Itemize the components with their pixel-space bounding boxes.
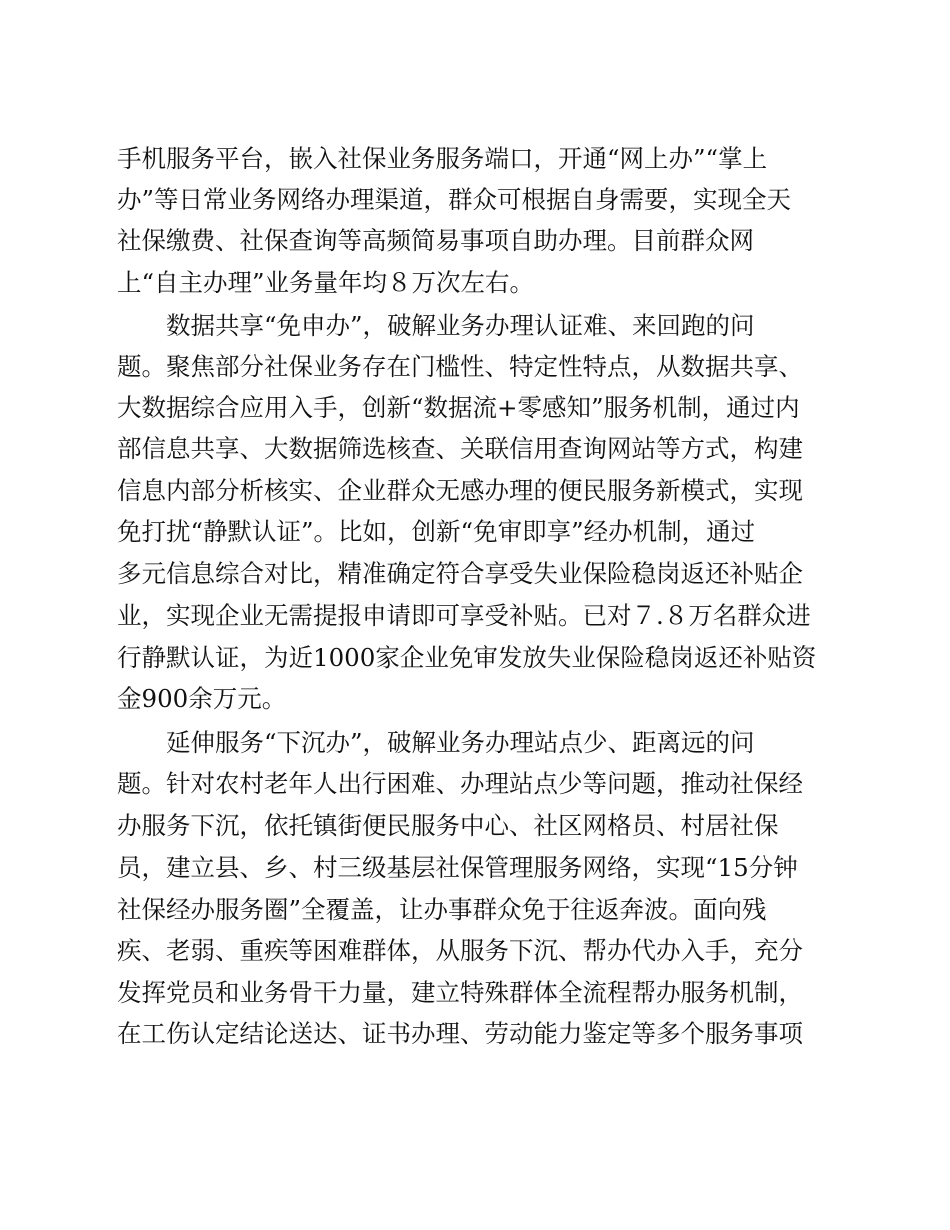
paragraph-2-line-9: 行静默认证，为近1000家企业免审发放失业保险稳岗返还补贴资 (117, 643, 817, 672)
paragraph-3-line-8: 在工伤认定结论送达、证书办理、劳动能力鉴定等多个服务事项 (117, 1019, 803, 1048)
paragraph-3-line-1: 延伸服务“下沉办”，破解业务办理站点少、距离远的问 (166, 728, 755, 757)
paragraph-2-line-4: 部信息共享、大数据筛选核查、关联信用查询网站等方式，构建 (117, 434, 803, 463)
paragraph-3-line-5: 社保经办服务圈”全覆盖，让办事群众免于往返奔波。面向残 (117, 895, 767, 924)
paragraph-2-line-10: 金900余万元。 (117, 684, 287, 713)
paragraph-2-line-2: 题。聚焦部分社保业务存在门槛性、特定性特点，从数据共享、 (117, 352, 803, 381)
paragraph-3-line-6: 疾、老弱、重疾等困难群体，从服务下沉、帮办代办入手，充分 (117, 936, 803, 965)
paragraph-1-line-4: 上“自主办理”业务量年均８万次左右。 (117, 268, 535, 297)
paragraph-3-line-4: 员，建立县、乡、村三级基层社保管理服务网络，实现“15分钟 (117, 853, 798, 882)
paragraph-2-line-7: 多元信息综合对比，精准确定符合享受失业保险稳岗返还补贴企 (117, 559, 803, 588)
paragraph-2-line-5: 信息内部分析核实、企业群众无感办理的便民服务新模式，实现 (117, 476, 803, 505)
paragraph-2-line-1: 数据共享“免申办”，破解业务办理认证难、来回跑的问 (166, 311, 755, 340)
paragraph-2-line-6: 免打扰“静默认证”。比如，创新“免审即享”经办机制，通过 (117, 517, 756, 546)
paragraph-1-line-1: 手机服务平台，嵌入社保业务服务端口，开通“网上办”“掌上 (117, 144, 768, 173)
paragraph-1-line-3: 社保缴费、社保查询等高频简易事项自助办理。目前群众网 (117, 226, 754, 255)
paragraph-3-line-2: 题。针对农村老年人出行困难、办理站点少等问题，推动社保经 (117, 769, 803, 798)
paragraph-3-line-3: 办服务下沉，依托镇街便民服务中心、社区网格员、村居社保 (117, 811, 779, 840)
paragraph-2-line-3: 大数据综合应用入手，创新“数据流+零感知”服务机制，通过内 (117, 393, 800, 422)
paragraph-1-line-2: 办”等日常业务网络办理渠道，群众可根据自身需要，实现全天 (117, 185, 792, 214)
paragraph-2-line-8: 业，实现企业无需提报申请即可享受补贴。已对７.８万名群众进 (117, 601, 811, 630)
paragraph-3-line-7: 发挥党员和业务骨干力量，建立特殊群体全流程帮办服务机制， (117, 978, 803, 1007)
